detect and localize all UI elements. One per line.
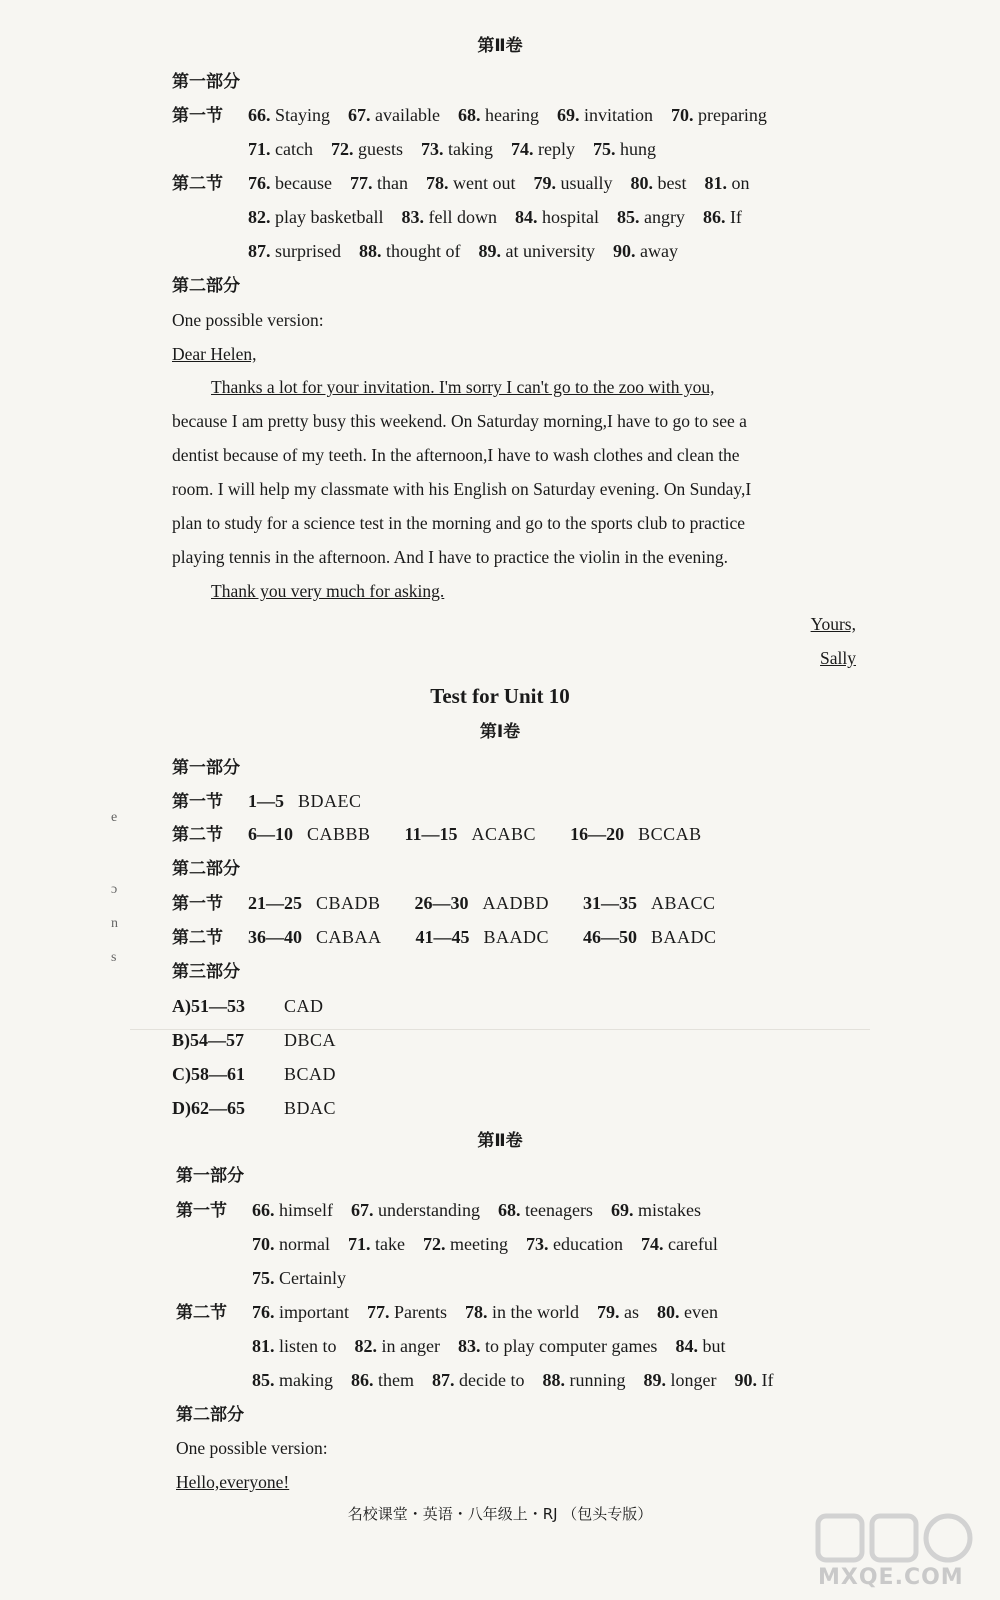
answer-number: 73. bbox=[420, 139, 444, 159]
answer-word: preparing bbox=[693, 105, 767, 125]
question-range: 1—5 bbox=[248, 791, 284, 811]
choice-answers: CABAA bbox=[316, 927, 382, 947]
answer-number: 79. bbox=[533, 173, 556, 193]
part-2-heading: 第二部分 bbox=[172, 859, 240, 879]
answer-list bbox=[248, 106, 785, 125]
watermark-text: MXQE.COM bbox=[818, 1565, 964, 1590]
answer-word: important bbox=[274, 1302, 349, 1322]
choice-groups bbox=[248, 792, 396, 811]
answer-word: on bbox=[726, 173, 750, 193]
question-range: 11—15 bbox=[404, 824, 458, 844]
answer-word: meeting bbox=[445, 1234, 508, 1254]
answer-word: than bbox=[372, 173, 408, 193]
question-range: 6—10 bbox=[248, 824, 293, 844]
answer-word: to play computer games bbox=[480, 1336, 658, 1356]
answer-item bbox=[533, 173, 612, 193]
answer-item bbox=[617, 207, 685, 227]
letter-thanks: Thank you very much for asking. bbox=[211, 581, 445, 601]
answer-list bbox=[248, 208, 760, 227]
margin-char: ɔ bbox=[111, 882, 118, 897]
letter-line: dentist because of my teeth. In the afternoon,I have to wash clothes and clean the bbox=[172, 445, 740, 465]
part-1-heading: 第一部分 bbox=[172, 72, 240, 92]
choice-answers: CABBB bbox=[307, 824, 371, 844]
section-2-label: 第二节 bbox=[172, 928, 223, 948]
answer-item bbox=[611, 1200, 701, 1220]
answer-word: longer bbox=[665, 1370, 717, 1390]
answer-word: making bbox=[274, 1370, 333, 1390]
answer-word: hung bbox=[615, 139, 656, 159]
answer-item bbox=[498, 1200, 593, 1220]
answer-number: 86. bbox=[351, 1370, 374, 1390]
choice-answers: BAADC bbox=[651, 927, 717, 947]
answer-number: 70. bbox=[252, 1234, 275, 1254]
answer-word: catch bbox=[270, 139, 313, 159]
answer-item bbox=[597, 1302, 639, 1322]
answer-number: 85. bbox=[616, 207, 640, 227]
answer-word: even bbox=[679, 1302, 718, 1322]
answer-word: decide to bbox=[454, 1370, 525, 1390]
question-range: 36—40 bbox=[248, 927, 302, 947]
answer-number: 75. bbox=[252, 1268, 275, 1288]
reading-answer: B)54—57 DBCA bbox=[172, 1030, 337, 1050]
answer-word: running bbox=[564, 1370, 626, 1390]
answer-number: 84. bbox=[675, 1336, 698, 1356]
answer-row bbox=[248, 208, 760, 227]
answer-item bbox=[350, 173, 408, 193]
answer-item bbox=[348, 1234, 405, 1254]
answer-number: 69. bbox=[556, 105, 580, 125]
answer-item bbox=[426, 173, 516, 193]
answer-item bbox=[252, 1302, 349, 1322]
answer-item bbox=[248, 173, 332, 193]
answer-item bbox=[252, 1370, 333, 1390]
answer-word: fell down bbox=[423, 207, 497, 227]
answer-item bbox=[432, 1370, 524, 1390]
answer-item bbox=[252, 1200, 333, 1220]
version-label: One possible version: bbox=[176, 1438, 328, 1458]
question-range: 16—20 bbox=[570, 824, 625, 844]
answer-item bbox=[657, 1302, 718, 1322]
answer-word: best bbox=[652, 173, 687, 193]
question-range: 31—35 bbox=[583, 893, 638, 913]
answer-row bbox=[172, 825, 736, 844]
answer-list bbox=[252, 1201, 719, 1220]
answer-word: Staying bbox=[270, 105, 331, 125]
answer-list bbox=[248, 242, 696, 261]
answer-row bbox=[252, 1337, 743, 1356]
answer-number: 87. bbox=[248, 241, 271, 261]
answer-list bbox=[252, 1371, 791, 1390]
answer-number: 85. bbox=[252, 1370, 275, 1390]
answer-word: teenagers bbox=[520, 1200, 593, 1220]
answer-item bbox=[248, 139, 313, 159]
answer-item bbox=[401, 207, 496, 227]
answer-number: 82. bbox=[248, 207, 271, 227]
answer-list bbox=[248, 174, 767, 193]
answer-word: Certainly bbox=[274, 1268, 346, 1288]
speech-greeting: Hello,everyone! bbox=[176, 1472, 290, 1492]
answer-number: 88. bbox=[359, 241, 382, 261]
answer-number: 90. bbox=[734, 1370, 757, 1390]
answer-word: but bbox=[697, 1336, 726, 1356]
choice-answers: ABACC bbox=[651, 893, 716, 913]
answer-list bbox=[252, 1235, 736, 1254]
part-1-heading: 第一部分 bbox=[176, 1166, 244, 1186]
answer-number: 83. bbox=[457, 1336, 481, 1356]
answer-word: angry bbox=[639, 207, 685, 227]
version-label: One possible version: bbox=[172, 310, 324, 330]
margin-char: e bbox=[111, 810, 118, 825]
answer-number: 73. bbox=[525, 1234, 549, 1254]
answer-item bbox=[351, 1200, 480, 1220]
answer-number: 83. bbox=[401, 207, 424, 227]
volume-2-heading: 第Ⅱ卷 bbox=[477, 1131, 523, 1151]
question-range: 21—25 bbox=[248, 893, 302, 913]
answer-item bbox=[704, 173, 749, 193]
answer-number: 86. bbox=[702, 207, 726, 227]
answer-number: 68. bbox=[457, 105, 481, 125]
answer-number: 74. bbox=[510, 139, 534, 159]
section-2-label: 第二节 bbox=[176, 1303, 227, 1323]
answer-row bbox=[252, 1269, 364, 1288]
answer-word: Parents bbox=[389, 1302, 447, 1322]
part-1-heading: 第一部分 bbox=[172, 758, 240, 778]
answer-word: taking bbox=[443, 139, 493, 159]
answer-word: in the world bbox=[487, 1302, 579, 1322]
answer-number: 76. bbox=[252, 1302, 275, 1322]
question-range: 46—50 bbox=[583, 927, 638, 947]
answer-number: 81. bbox=[704, 173, 727, 193]
answer-number: 72. bbox=[422, 1234, 446, 1254]
answer-word: them bbox=[373, 1370, 414, 1390]
answer-number: 72. bbox=[330, 139, 354, 159]
section-2-label: 第二节 bbox=[172, 825, 223, 845]
margin-char: n bbox=[111, 916, 118, 931]
letter-line: plan to study for a science test in the morning and go to the sports club to practice bbox=[172, 513, 745, 533]
section-2-label: 第二节 bbox=[172, 174, 223, 194]
choice-answers: AADBD bbox=[482, 893, 550, 913]
answer-number: 84. bbox=[514, 207, 538, 227]
margin-char: s bbox=[111, 950, 117, 965]
part-3-heading: 第三部分 bbox=[172, 962, 240, 982]
answer-number: 78. bbox=[465, 1302, 488, 1322]
reading-answer: A)51—53 CAD bbox=[172, 996, 324, 1016]
answer-item bbox=[248, 207, 383, 227]
answer-number: 82. bbox=[354, 1336, 377, 1356]
answer-number: 89. bbox=[478, 241, 501, 261]
answer-number: 76. bbox=[248, 173, 271, 193]
answer-word: usually bbox=[555, 173, 613, 193]
letter-salutation: Dear Helen, bbox=[172, 344, 257, 364]
answer-word: surprised bbox=[270, 241, 341, 261]
answer-item bbox=[675, 1336, 725, 1356]
reading-answer: D)62—65 BDAC bbox=[172, 1098, 337, 1118]
choice-answers: BCCAB bbox=[638, 824, 702, 844]
answer-number: 81. bbox=[252, 1336, 275, 1356]
answer-number: 71. bbox=[348, 1234, 371, 1254]
letter-line: playing tennis in the afternoon. And I have to practice the violin in the evening. bbox=[172, 547, 728, 567]
page-footer: 名校课堂・英语・八年级上・RJ （包头专版） bbox=[347, 1505, 653, 1523]
answer-number: 66. bbox=[248, 105, 271, 125]
answer-word: take bbox=[370, 1234, 405, 1254]
section-1-label: 第一节 bbox=[176, 1201, 227, 1221]
answer-row bbox=[172, 174, 767, 193]
answer-row bbox=[248, 242, 696, 261]
answer-word: thought of bbox=[381, 241, 461, 261]
answer-word: education bbox=[548, 1234, 623, 1254]
answer-word: himself bbox=[274, 1200, 333, 1220]
answer-item bbox=[643, 1370, 716, 1390]
unit-title: Test for Unit 10 bbox=[430, 684, 570, 708]
answer-word: play basketball bbox=[270, 207, 384, 227]
answer-item bbox=[515, 207, 599, 227]
answer-item bbox=[252, 1336, 337, 1356]
answer-item bbox=[593, 139, 656, 159]
answer-item bbox=[511, 139, 575, 159]
answer-item bbox=[734, 1370, 773, 1390]
answer-list bbox=[252, 1337, 743, 1356]
answer-item bbox=[355, 1336, 440, 1356]
answer-word: away bbox=[635, 241, 678, 261]
answer-item bbox=[248, 105, 330, 125]
answer-number: 78. bbox=[425, 173, 449, 193]
answer-item bbox=[331, 139, 403, 159]
answer-word: reply bbox=[533, 139, 575, 159]
answer-word: If bbox=[756, 1370, 774, 1390]
part-2-heading: 第二部分 bbox=[176, 1405, 244, 1425]
answer-item bbox=[479, 241, 595, 261]
answer-item bbox=[423, 1234, 508, 1254]
section-1-label: 第一节 bbox=[172, 894, 223, 914]
answer-word: hospital bbox=[537, 207, 599, 227]
letter-signature: Sally bbox=[820, 648, 856, 668]
volume-2-heading: 第Ⅱ卷 bbox=[477, 36, 523, 56]
answer-word: as bbox=[619, 1302, 639, 1322]
answer-number: 80. bbox=[657, 1302, 680, 1322]
answer-word: invitation bbox=[579, 105, 653, 125]
question-range: 26—30 bbox=[414, 893, 469, 913]
answer-word: available bbox=[370, 105, 440, 125]
answer-word: If bbox=[725, 207, 742, 227]
answer-row bbox=[172, 894, 750, 913]
answer-word: at university bbox=[501, 241, 595, 261]
answer-row bbox=[172, 792, 396, 811]
answer-word: guests bbox=[353, 139, 403, 159]
answer-row bbox=[172, 106, 785, 125]
answer-number: 67. bbox=[351, 1200, 374, 1220]
letter-closing: Yours, bbox=[810, 614, 856, 634]
answer-item bbox=[458, 105, 539, 125]
answer-item bbox=[248, 241, 341, 261]
answer-word: careful bbox=[663, 1234, 718, 1254]
answer-number: 88. bbox=[542, 1370, 565, 1390]
answer-item bbox=[458, 1336, 657, 1356]
answer-word: in anger bbox=[377, 1336, 440, 1356]
answer-number: 77. bbox=[349, 173, 373, 193]
answer-item bbox=[367, 1302, 447, 1322]
answer-list bbox=[248, 140, 674, 159]
answer-item bbox=[252, 1234, 330, 1254]
volume-1-heading: 第Ⅰ卷 bbox=[479, 722, 521, 742]
answer-number: 79. bbox=[597, 1302, 620, 1322]
answer-word: went out bbox=[448, 173, 516, 193]
answer-list bbox=[252, 1269, 364, 1288]
answer-row bbox=[176, 1201, 719, 1220]
section-1-label: 第一节 bbox=[172, 792, 223, 812]
answer-list bbox=[252, 1303, 736, 1322]
answer-item bbox=[671, 105, 767, 125]
answer-word: mistakes bbox=[633, 1200, 701, 1220]
choice-answers: CBADB bbox=[316, 893, 381, 913]
answer-number: 75. bbox=[592, 139, 616, 159]
answer-word: hearing bbox=[480, 105, 539, 125]
answer-row bbox=[172, 928, 751, 947]
answer-number: 74. bbox=[640, 1234, 664, 1254]
answer-word: normal bbox=[274, 1234, 330, 1254]
choice-answers: BDAEC bbox=[298, 791, 362, 811]
choice-groups bbox=[248, 894, 750, 913]
answer-item bbox=[421, 139, 493, 159]
answer-number: 66. bbox=[252, 1200, 275, 1220]
section-1-label: 第一节 bbox=[172, 106, 223, 126]
answer-item bbox=[613, 241, 678, 261]
answer-word: understanding bbox=[373, 1200, 480, 1220]
answer-item bbox=[557, 105, 653, 125]
answer-item bbox=[348, 105, 440, 125]
answer-item bbox=[359, 241, 461, 261]
answer-item bbox=[526, 1234, 623, 1254]
answer-word: listen to bbox=[274, 1336, 337, 1356]
answer-item bbox=[641, 1234, 718, 1254]
letter-line: because I am pretty busy this weekend. On Saturday morning,I have to go to see a bbox=[172, 411, 747, 431]
letter-line: room. I will help my classmate with his English on Saturday evening. On Sunday,I bbox=[172, 479, 752, 499]
part-2-heading: 第二部分 bbox=[172, 276, 240, 296]
answer-row bbox=[248, 140, 674, 159]
choice-groups bbox=[248, 825, 736, 844]
answer-item bbox=[703, 207, 742, 227]
choice-answers: BAADC bbox=[483, 927, 550, 947]
question-range: 41—45 bbox=[415, 927, 470, 947]
answer-row bbox=[176, 1303, 736, 1322]
answer-row bbox=[252, 1235, 736, 1254]
answer-number: 71. bbox=[248, 139, 271, 159]
answer-number: 69. bbox=[610, 1200, 634, 1220]
choice-groups bbox=[248, 928, 751, 947]
answer-number: 89. bbox=[643, 1370, 666, 1390]
answer-number: 70. bbox=[670, 105, 694, 125]
reading-answer: C)58—61 BCAD bbox=[172, 1064, 337, 1084]
answer-item bbox=[351, 1370, 414, 1390]
answer-row bbox=[252, 1371, 791, 1390]
answer-item bbox=[542, 1370, 625, 1390]
answer-item bbox=[630, 173, 686, 193]
answer-item bbox=[252, 1268, 346, 1288]
answer-number: 77. bbox=[367, 1302, 390, 1322]
answer-word: because bbox=[270, 173, 332, 193]
answer-number: 90. bbox=[612, 241, 636, 261]
answer-number: 80. bbox=[630, 173, 653, 193]
answer-number: 87. bbox=[432, 1370, 455, 1390]
answer-number: 68. bbox=[497, 1200, 521, 1220]
letter-line: Thanks a lot for your invitation. I'm sorry I can't go to the zoo with you, bbox=[211, 377, 715, 397]
answer-number: 67. bbox=[348, 105, 371, 125]
choice-answers: ACABC bbox=[471, 824, 537, 844]
answer-item bbox=[465, 1302, 579, 1322]
